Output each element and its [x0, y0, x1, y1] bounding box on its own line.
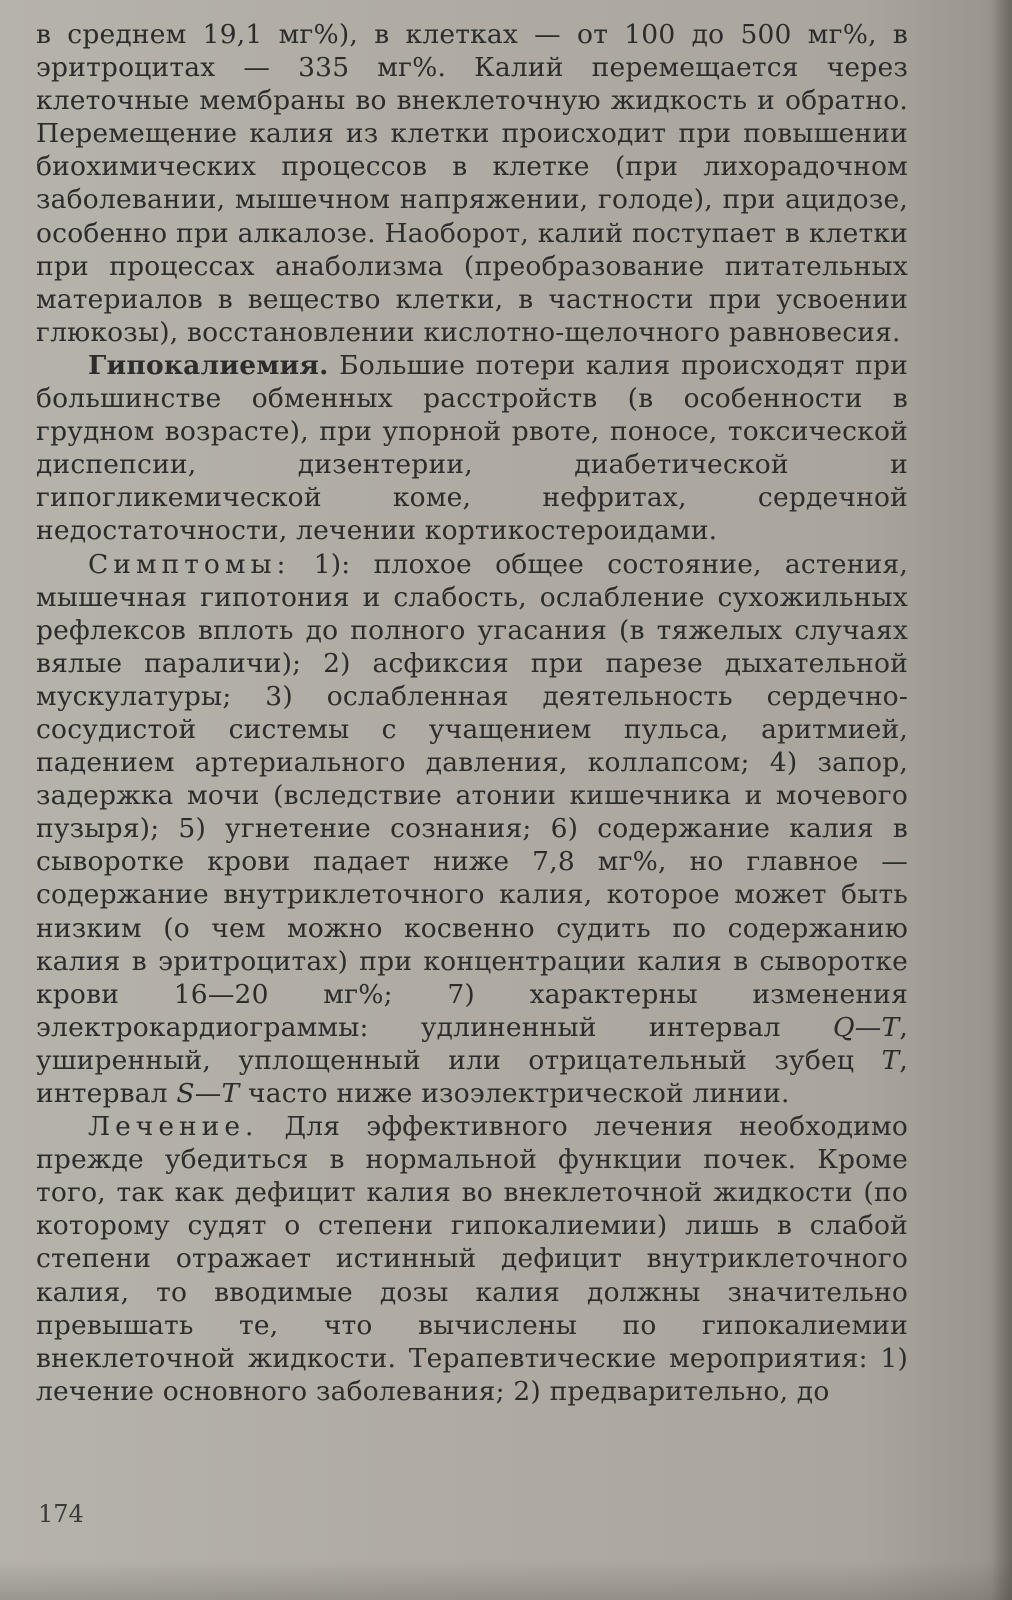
treatment-text: Для эффективного лечения необходимо прежде убедиться в нормальной функции почек. Кроме того, так как дефицит калия во внеклеточной жидкости (по которому судят о степени гипокалиемии) лишь в слабой степени отражает истинный дефицит внутриклеточного калия, то вводимые дозы калия должны значительно превышать те, что вычислены по гипокалиемии внеклеточной жидкости. Терапевтические мероприятия: 1) лечение основного заболевания; 2) предварительно, до: [36, 1111, 908, 1407]
hypokalemia-heading: Гипокалиемия.: [88, 349, 329, 381]
paragraph-symptoms: [36, 548, 908, 1111]
page-edge-shadow: [992, 0, 1012, 1600]
paragraph-hypokalemia: [36, 349, 908, 548]
symptoms-t: T: [881, 1044, 900, 1076]
paragraph-1-text: в среднем 19,1 мг%), в клетках — от 100 до 500 мг%, в эритроцитах — 335 мг%. Калий перемещается через клеточные мембраны во внеклеточную жидкость и обратно. Перемещение калия из клетки происходит при повышении биохимических процессов в клетке (при лихорадочном заболевании, мышечном напряжении, голоде), при ацидозе, особенно при алкалозе. Наоборот, калий поступает в клетки при процессах анаболизма (преобразование питательных материалов в вещество клетки, в частности при усвоении глюкозы), восстановлении кислотно-щелочного равновесия.: [36, 19, 908, 348]
symptoms-qt: Q—T: [832, 1011, 900, 1043]
page-number: 174: [38, 1500, 84, 1528]
paragraph-1: [36, 18, 908, 349]
symptoms-st: S—T: [176, 1078, 240, 1109]
symptoms-text-b: , уширенный, уплощенный или отрицательный зубец: [36, 1011, 908, 1076]
symptoms-text-c: , интервал: [36, 1044, 908, 1109]
hypokalemia-text: Большие потери калия происходят при большинстве обменных расстройств (в особенности в грудном возрасте), при упорной рвоте, поносе, токсической диспепсии, дизентерии, диабетической и гипогликемической коме, нефритах, сердечной недостаточности, лечении кортикостероидами.: [36, 349, 908, 547]
symptoms-text-d: часто ниже изоэлектрической линии.: [239, 1078, 790, 1109]
page-body: [36, 18, 908, 1408]
symptoms-text-a: 1): плохое общее состояние, астения, мышечная гипотония и слабость, ослабление сухожильных рефлексов вплоть до полного угасания (в тяжелых случаях вялые параличи); 2) асфиксия при парезе дыхательной мускулатуры; 3) ослабленная деятельность сердечно-сосудистой системы с учащением пульса, аритмией, падением артериального давления, коллапсом; 4) запор, задержка мочи (вследствие атонии кишечника и мочевого пузыря); 5) угнетение сознания; 6) содержание калия в сыворотке крови падает ниже 7,8 мг%, но главное — содержание внутриклеточного калия, которое может быть низким (о чем можно косвенно судить по содержанию калия в эритроцитах) при концентрации калия в сыворотке крови 16—20 мг%; 7) характерны изменения электрокардиограммы: удлиненный интервал: [36, 548, 908, 1043]
symptoms-heading: Симптомы:: [88, 548, 291, 580]
paragraph-treatment: [36, 1110, 908, 1408]
page-bottom-shadow: [0, 1560, 1012, 1600]
treatment-heading: Лечение.: [88, 1111, 259, 1143]
